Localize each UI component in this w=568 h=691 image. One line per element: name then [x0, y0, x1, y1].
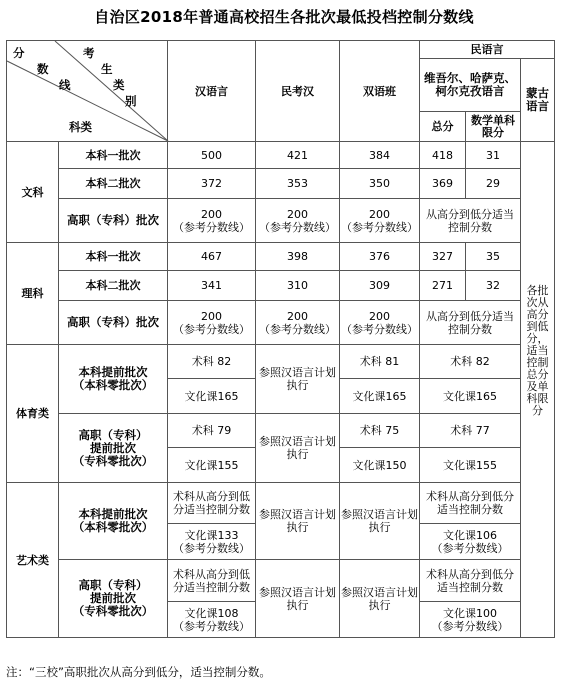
score-cell: 参照汉语言计划执行 [256, 345, 340, 414]
score-cell: 35 [466, 243, 521, 271]
menggu-note: 各批次从高分到低分，适当控制总分及单科限分 [526, 283, 549, 417]
col-header-shuangyu: 双语班 [340, 41, 420, 142]
score-cell: 341 [168, 271, 256, 301]
score-cell: 31 [466, 142, 521, 169]
score-cell: 200 （参考分数线） [340, 199, 420, 243]
diag-word: 类 [113, 78, 125, 92]
score-cell: 310 [256, 271, 340, 301]
col-header-shuxue: 数学单科限分 [466, 112, 521, 142]
diag-word: 生 [101, 62, 113, 76]
batch-label: 本科一批次 [59, 243, 168, 271]
score-cell: 术科 79 [168, 414, 256, 448]
diag-word: 考 [83, 46, 95, 60]
batch-label: 本科二批次 [59, 271, 168, 301]
score-cell: 369 [420, 169, 466, 199]
score-cell: 467 [168, 243, 256, 271]
col-header-han: 汉语言 [168, 41, 256, 142]
col-header-zongfen: 总分 [420, 112, 466, 142]
diag-word: 别 [125, 94, 137, 108]
score-cell: 500 [168, 142, 256, 169]
score-cell: 29 [466, 169, 521, 199]
score-cell: 398 [256, 243, 340, 271]
score-cell: 200 （参考分数线） [256, 301, 340, 345]
score-cell: 418 [420, 142, 466, 169]
score-cell: 参照汉语言计划执行 [340, 483, 420, 560]
score-cell: 353 [256, 169, 340, 199]
diag-word: 线 [59, 78, 71, 92]
score-cell: 文化课106 （参考分数线） [420, 524, 521, 560]
batch-label: 高职（专科） 提前批次 （专科零批次） [59, 560, 168, 638]
score-cell: 350 [340, 169, 420, 199]
score-cell: 384 [340, 142, 420, 169]
score-cell: 文化课150 [340, 448, 420, 483]
score-cell: 309 [340, 271, 420, 301]
score-cell: 421 [256, 142, 340, 169]
score-cell: 术科 81 [340, 345, 420, 379]
batch-label: 本科提前批次 （本科零批次） [59, 345, 168, 414]
score-cell: 200 （参考分数线） [340, 301, 420, 345]
batch-label: 高职（专科） 提前批次 （专科零批次） [59, 414, 168, 483]
footnote: 注：“三校”高职批次从高分到低分，适当控制分数。 [6, 665, 271, 679]
diag-word: 科类 [69, 120, 92, 134]
score-cell: 参照汉语言计划执行 [340, 560, 420, 638]
page-title: 自治区2018年普通高校招生各批次最低投档控制分数线 [94, 8, 474, 26]
score-cell: 术科 77 [420, 414, 521, 448]
score-cell: 术科 82 [168, 345, 256, 379]
diagonal-header-cell [7, 41, 168, 142]
col-header-minkaohan: 民考汉 [256, 41, 340, 142]
score-cell: 术科从高分到低分适当控制分数 [168, 483, 256, 524]
category-yishu: 艺术类 [7, 483, 59, 638]
score-cell: 327 [420, 243, 466, 271]
col-header-menggu: 蒙古语言 [521, 59, 555, 142]
score-cell: 术科 82 [420, 345, 521, 379]
col-header-weiwuer: 维吾尔、哈萨克、柯尔克孜语言 [420, 59, 521, 112]
score-cell: 文化课133 （参考分数线） [168, 524, 256, 560]
score-cell: 从高分到低分适当控制分数 [420, 199, 521, 243]
batch-label: 高职（专科）批次 [59, 199, 168, 243]
category-wenke: 文科 [7, 142, 59, 243]
score-cell: 376 [340, 243, 420, 271]
menggu-note-cell [521, 283, 555, 638]
score-cell: 200 （参考分数线） [256, 199, 340, 243]
score-cell: 参照汉语言计划执行 [256, 560, 340, 638]
score-cell: 参照汉语言计划执行 [256, 483, 340, 560]
score-cell: 文化课165 [340, 379, 420, 414]
score-cell: 从高分到低分适当控制分数 [420, 301, 521, 345]
category-like: 理科 [7, 243, 59, 345]
score-cell: 文化课108 （参考分数线） [168, 602, 256, 638]
score-cell: 372 [168, 169, 256, 199]
score-cell: 术科从高分到低分适当控制分数 [420, 483, 521, 524]
score-cell: 200 （参考分数线） [168, 301, 256, 345]
score-cell: 术科从高分到低分适当控制分数 [420, 560, 521, 602]
score-cell: 文化课165 [168, 379, 256, 414]
score-cell: 文化课155 [420, 448, 521, 483]
diag-word: 分 [13, 46, 25, 60]
batch-label: 高职（专科）批次 [59, 301, 168, 345]
diag-word: 数 [37, 62, 49, 76]
batch-label: 本科二批次 [59, 169, 168, 199]
score-cell: 32 [466, 271, 521, 301]
score-cell: 术科从高分到低分适当控制分数 [168, 560, 256, 602]
score-cell: 文化课100 （参考分数线） [420, 602, 521, 638]
score-cell: 200 （参考分数线） [168, 199, 256, 243]
score-cell: 文化课165 [420, 379, 521, 414]
score-cell: 参照汉语言计划执行 [256, 414, 340, 483]
batch-label: 本科一批次 [59, 142, 168, 169]
score-cell: 术科 75 [340, 414, 420, 448]
score-cell: 文化课155 [168, 448, 256, 483]
score-table [6, 40, 555, 638]
category-tiyu: 体育类 [7, 345, 59, 483]
score-cell: 271 [420, 271, 466, 301]
col-header-minyuyan: 民语言 [420, 41, 555, 59]
batch-label: 本科提前批次 （本科零批次） [59, 483, 168, 560]
